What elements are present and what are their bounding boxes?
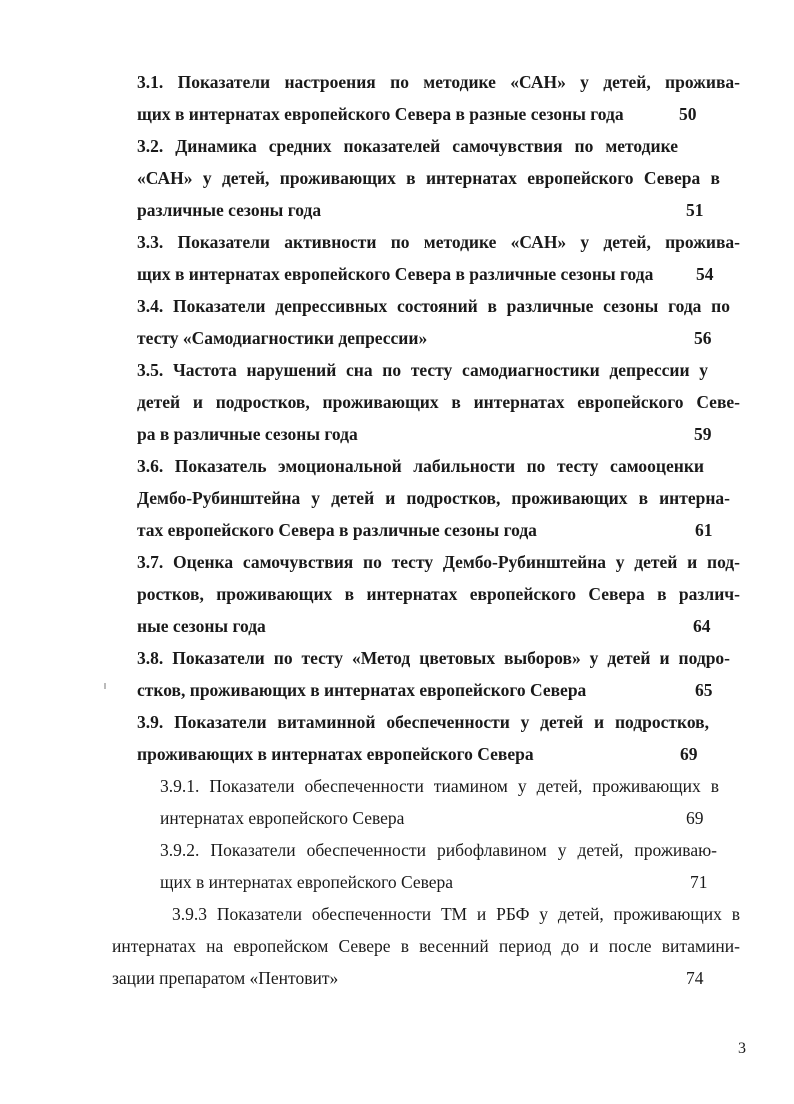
toc-3-3-page: 54 [696,264,714,284]
toc-3-9-1-line-2: интернатах европейского Севера [160,808,405,828]
toc-3-9-3-page: 74 [686,968,704,988]
toc-3-6-line-3: тах европейского Севера в различные сезоны года [137,520,537,540]
toc-3-2-line-2: «САН» у детей, проживающих в интернатах европейского Севера в [137,168,720,188]
toc-3-7-line-3: ные сезоны года [137,616,266,636]
toc-3-9-line-1: 3.9. Показатели витаминной обеспеченности у детей и подростков, [137,712,709,732]
toc-3-7-line-1: 3.7. Оценка самочувствия по тесту Дембо-Рубинштейна у детей и под- [137,552,740,572]
toc-3-5-line-3: ра в различные сезоны года [137,424,358,444]
toc-3-5-page: 59 [694,424,712,444]
toc-3-6-line-2: Дембо-Рубинштейна у детей и подростков, проживающих в интерна- [137,488,730,508]
toc-3-9-3-line-3: зации препаратом «Пентовит» [112,968,339,988]
toc-3-4-line-1: 3.4. Показатели депрессивных состояний в различные сезоны года по [137,296,730,316]
toc-3-6-page: 61 [695,520,713,540]
toc-3-1-line-2: щих в интернатах европейского Севера в разные сезоны года [137,104,624,124]
toc-3-5-line-1: 3.5. Частота нарушений сна по тесту самодиагностики депрессии у [137,360,708,380]
page-number: 3 [738,1040,746,1057]
toc-3-9-line-2: проживающих в интернатах европейского Севера [137,744,534,764]
scan-mark [104,683,106,689]
toc-3-8-page: 65 [695,680,713,700]
toc-3-1-page: 50 [679,104,697,124]
toc-3-2-page: 51 [686,200,704,220]
toc-3-9-1-page: 69 [686,808,704,828]
toc-3-9-1-line-1: 3.9.1. Показатели обеспеченности тиамином у детей, проживающих в [160,776,719,796]
toc-3-2-line-1: 3.2. Динамика средних показателей самочувствия по методике [137,136,678,156]
toc-3-3-line-2: щих в интернатах европейского Севера в различные сезоны года [137,264,654,284]
toc-3-8-line-1: 3.8. Показатели по тесту «Метод цветовых выборов» у детей и подро- [137,648,730,668]
toc-3-9-2-line-2: щих в интернатах европейского Севера [160,872,454,892]
toc-3-7-page: 64 [693,616,711,636]
toc-3-1-line-1: 3.1. Показатели настроения по методике «САН» у детей, прожива- [137,72,740,92]
toc-3-7-line-2: ростков, проживающих в интернатах европейского Севера в различ- [137,584,740,604]
toc-3-5-line-2: детей и подростков, проживающих в интернатах европейского Севе- [137,392,740,412]
toc-3-4-line-2: тесту «Самодиагностики депрессии» [137,328,428,348]
toc-3-9-2-page: 71 [690,872,708,892]
toc-3-3-line-1: 3.3. Показатели активности по методике «САН» у детей, прожива- [137,232,740,252]
toc-3-4-page: 56 [694,328,712,348]
toc-3-9-2-line-1: 3.9.2. Показатели обеспеченности рибофлавином у детей, проживаю- [160,840,717,860]
toc-3-9-3-line-1: 3.9.3 Показатели обеспеченности ТМ и РБФ у детей, проживающих в [172,904,740,924]
toc-3-2-line-3: различные сезоны года [137,200,322,220]
toc-3-9-3-line-2: интернатах на европейском Севере в весенний период до и после витамини- [112,936,740,956]
toc-3-6-line-1: 3.6. Показатель эмоциональной лабильности по тесту самооценки [137,456,704,476]
toc-3-9-page: 69 [680,744,698,764]
toc-3-8-line-2: стков, проживающих в интернатах европейского Севера [137,680,587,700]
